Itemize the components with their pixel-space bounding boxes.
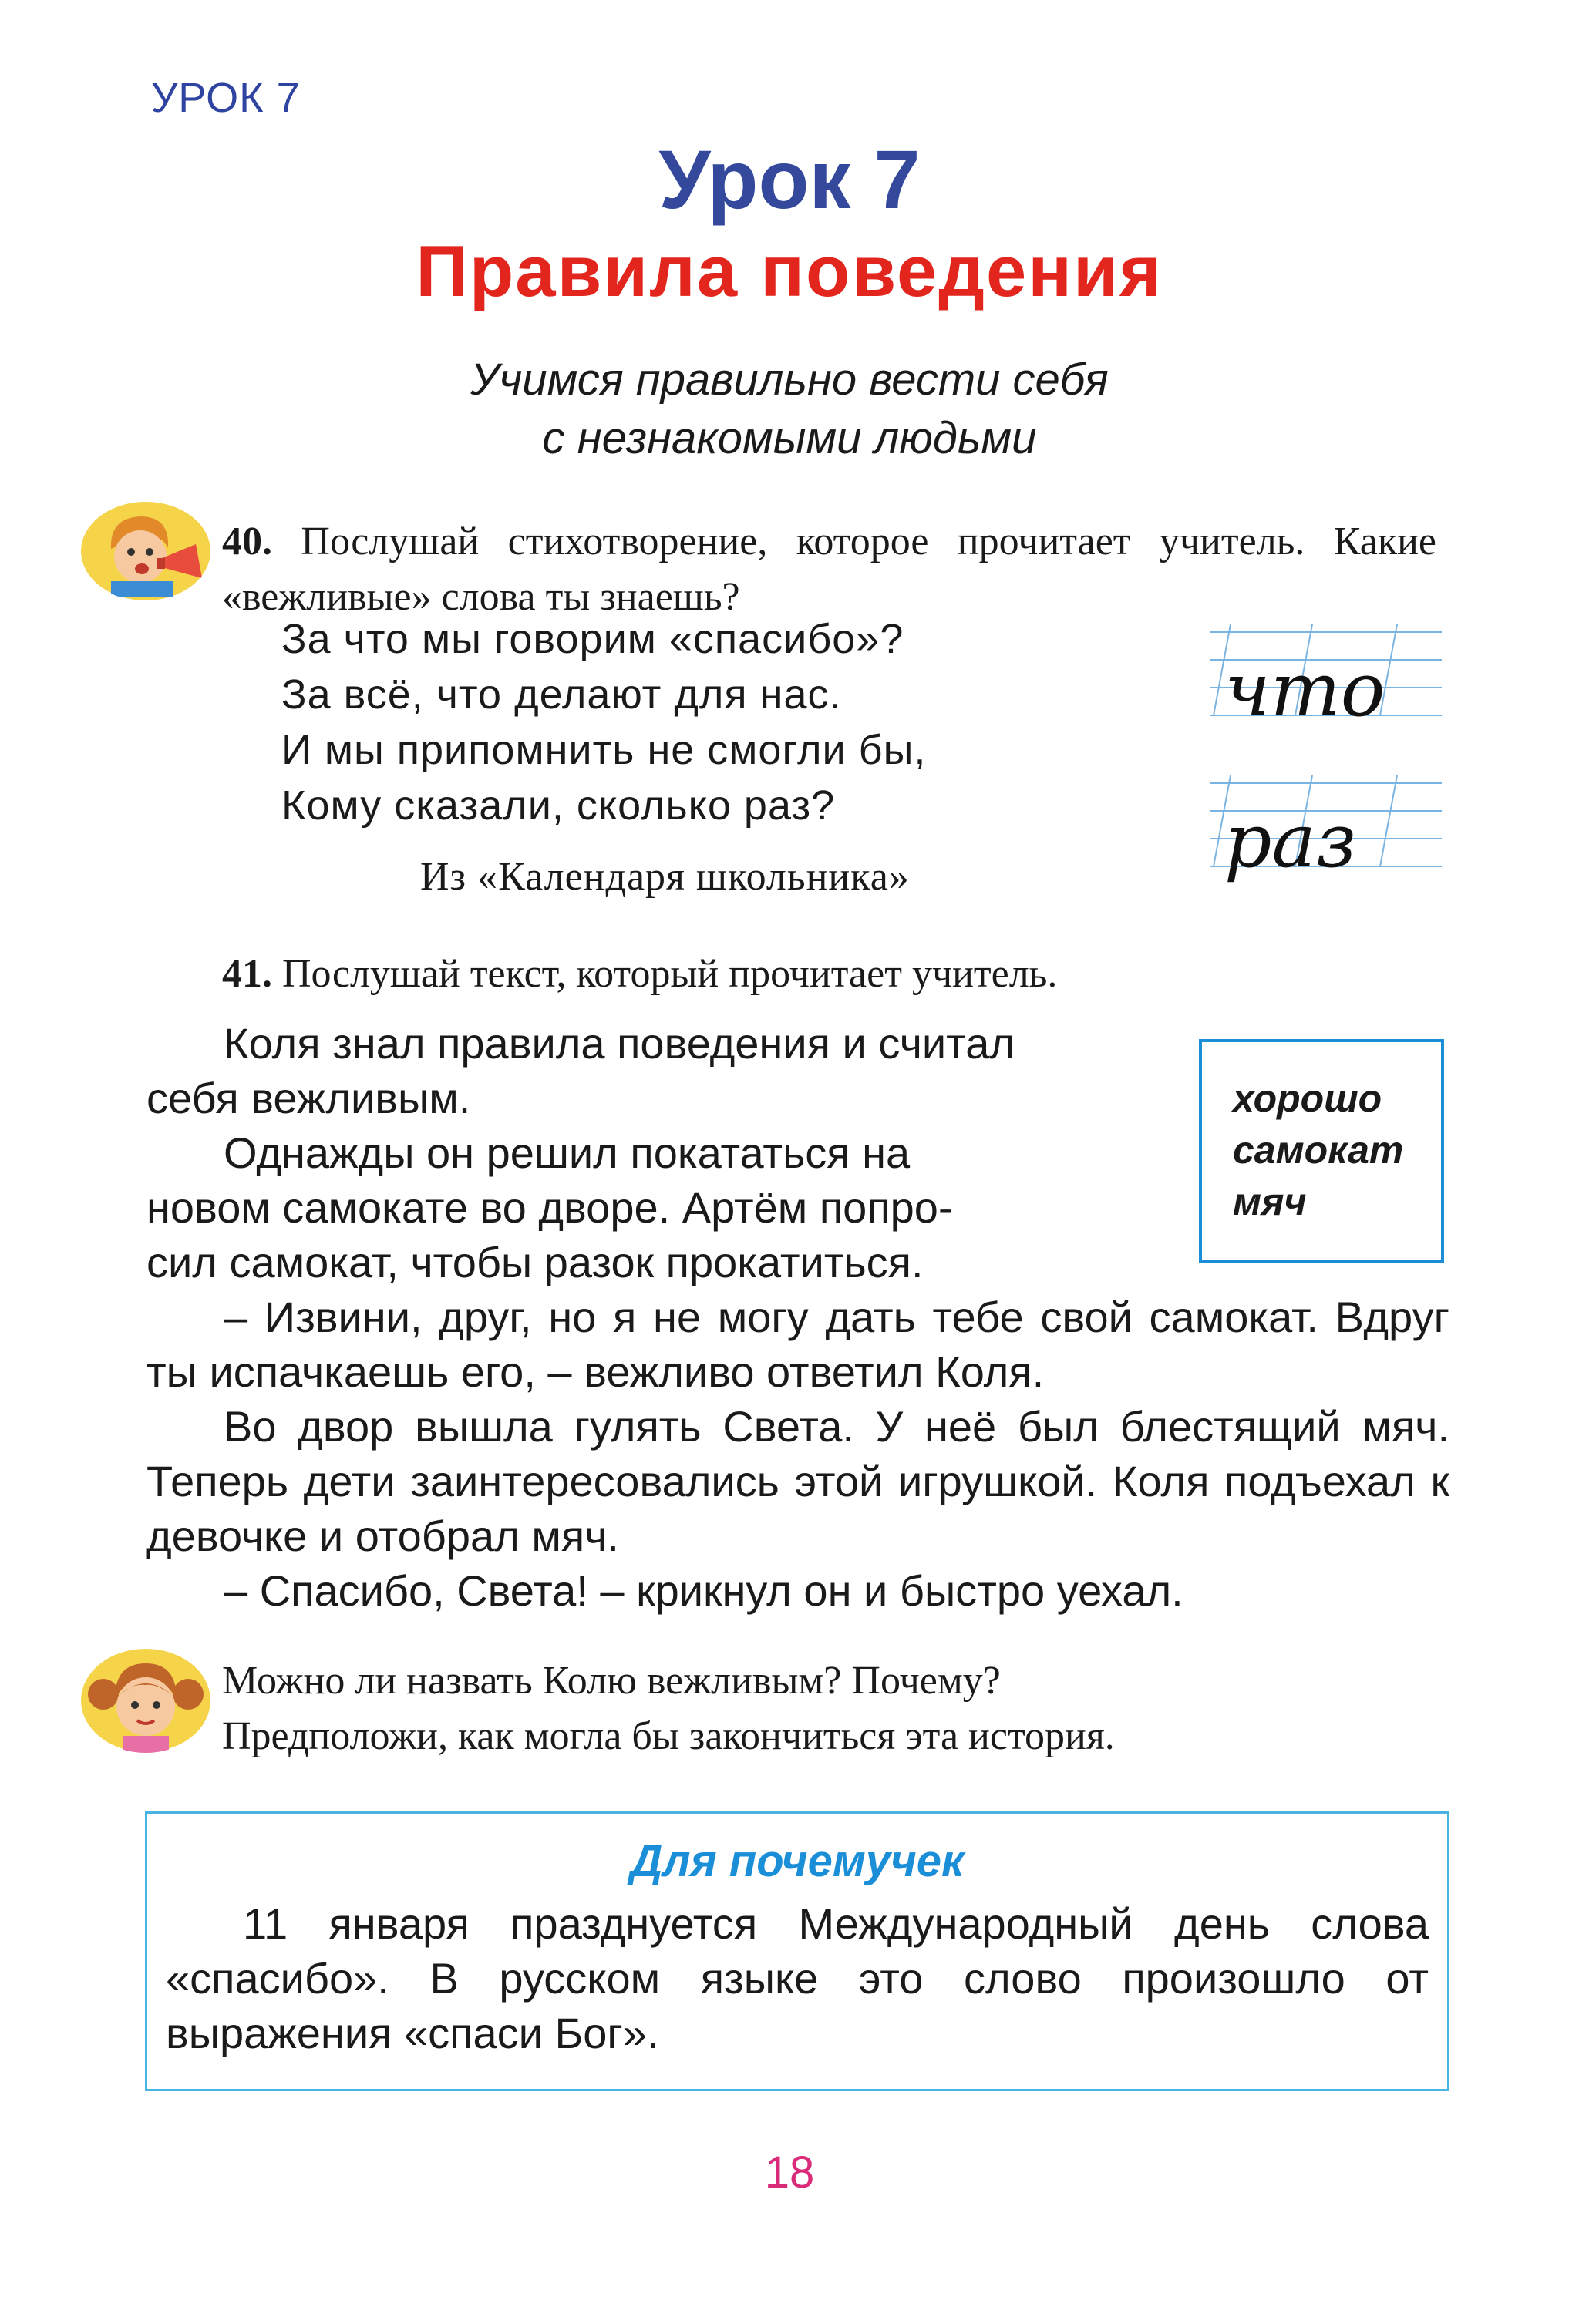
story-paragraph: себя вежливым. <box>146 1074 471 1122</box>
handwriting-practice-lines <box>1210 617 1442 948</box>
poem-line: И мы припомнить не смогли бы, <box>281 727 927 773</box>
story-paragraph: Коля знал правила поведения и считал <box>224 1019 1015 1068</box>
poem-line: Кому сказали, сколько раз? <box>281 782 836 829</box>
task-41-text: Послушай текст, который прочитает учитель. <box>282 952 1058 996</box>
info-heading: Для почемучек <box>630 1836 965 1886</box>
handwritten-word: что <box>1224 647 1385 733</box>
lesson-number-title: Урок 7 <box>658 133 921 226</box>
info-box <box>145 1811 1449 2091</box>
page-number: 18 <box>764 2147 815 2198</box>
boy-megaphone-icon <box>80 501 211 601</box>
info-text: 11 января празднуется Международный день слова «спасибо». В русском языке это слово произошло от выражения «спаси Бог». <box>166 1899 1429 2057</box>
poem-line: За всё, что делают для нас. <box>281 671 842 718</box>
poem <box>281 611 926 833</box>
subtitle-line-1: Учимся правильно вести себя <box>470 355 1109 405</box>
story-paragraph: – Извини, друг, но я не могу дать тебе свой самокат. Вдруг ты испачкаешь его, – вежливо ответил Коля. <box>146 1293 1449 1396</box>
task-41 <box>222 947 1436 1002</box>
task-40-text: Послушай стихотворение, которое прочитает учитель. Какие «вежливые» слова ты знаешь? <box>222 520 1437 619</box>
lesson-title: Правила поведения <box>416 230 1163 311</box>
poem-source: Из «Календаря школьника» <box>420 855 910 899</box>
question-block <box>222 1653 1448 1764</box>
vocabulary-word: мяч <box>1233 1180 1307 1223</box>
story-paragraph: сил самокат, чтобы разок прокатиться. <box>146 1238 924 1286</box>
task-40-number: 40. <box>222 520 272 563</box>
girl-icon <box>80 1648 211 1753</box>
task-41-number: 41. <box>222 952 272 996</box>
vocabulary-word: самокат <box>1233 1128 1404 1172</box>
question-line: Предположи, как могла бы закончиться эта история. <box>222 1714 1115 1758</box>
story-paragraph: Однажды он решил покататься на <box>224 1128 911 1177</box>
handwritten-word: раз <box>1224 798 1357 884</box>
question-line: Можно ли назвать Колю вежливым? Почему? <box>222 1659 1001 1703</box>
vocabulary-word: хорошо <box>1233 1077 1382 1120</box>
running-head: УРОК 7 <box>151 75 301 121</box>
task-40 <box>222 514 1436 625</box>
story-paragraph: – Спасибо, Света! – крикнул он и быстро уехал. <box>224 1566 1183 1615</box>
lesson-subtitle <box>0 351 1579 468</box>
poem-line: За что мы говорим «спасибо»? <box>281 616 904 662</box>
story-paragraph: Во двор вышла гулять Света. У неё был блестящий мяч. Теперь дети заинтересовались этой игрушкой. Коля подъехал к девочке и отобрал мяч. <box>146 1402 1449 1560</box>
vocabulary-box <box>1199 1039 1444 1263</box>
subtitle-line-2: с незнакомыми людьми <box>542 413 1037 463</box>
story-paragraph: новом самокате во дворе. Артём попро- <box>146 1183 953 1232</box>
